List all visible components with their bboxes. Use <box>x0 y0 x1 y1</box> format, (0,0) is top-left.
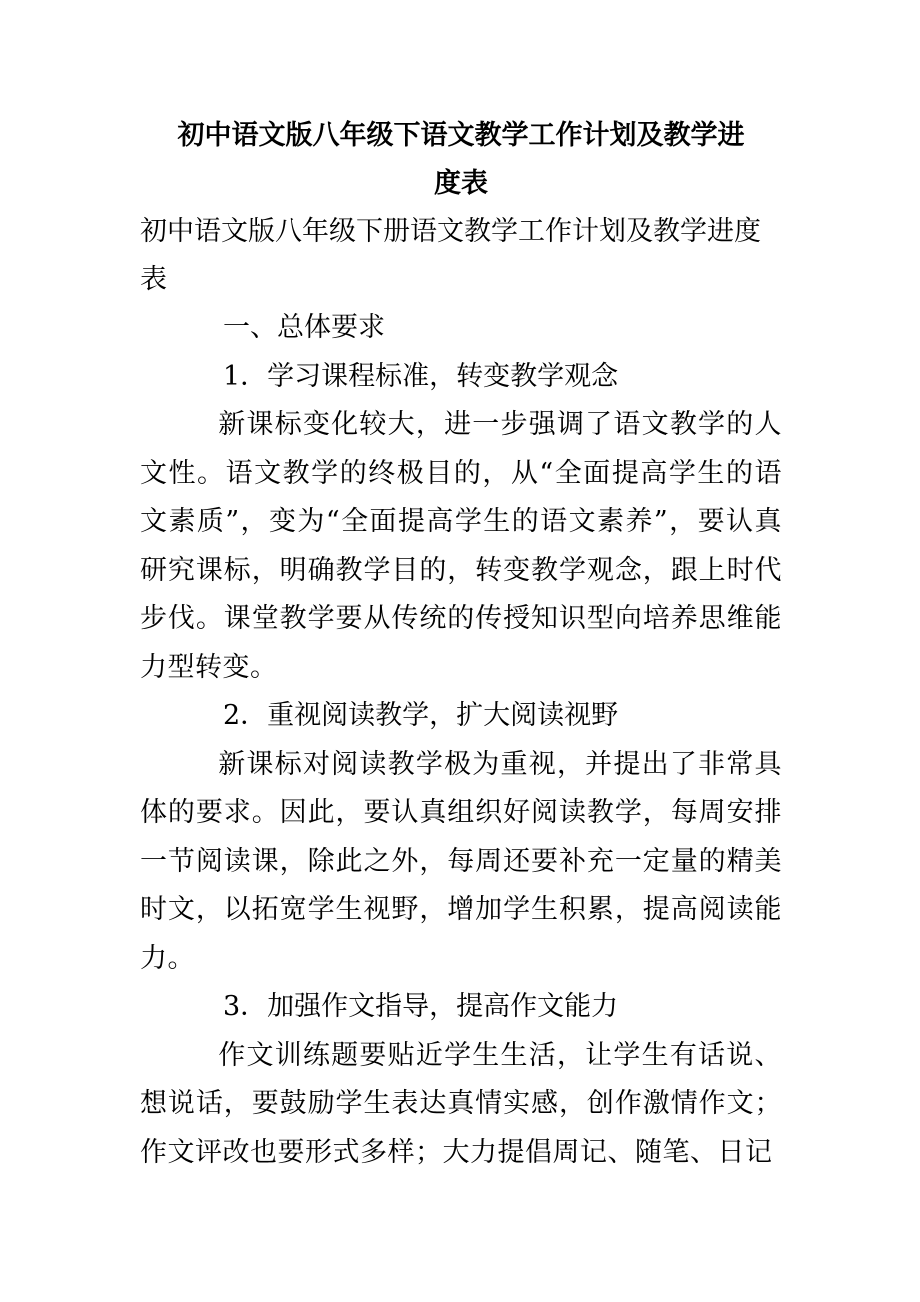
document-title-line1: 初中语文版八年级下语文教学工作计划及教学进 <box>177 120 745 151</box>
item-body-1: 新课标变化较大，进一步强调了语文教学的人文性。语文教学的终极目的，从“全面提高学生的语文素质”，变为“全面提高学生的语文素养”，要认真研究课标，明确教学目的，转变教学观念，跟上时代步伐。课堂教学要从传统的传授知识型向培养思维能力型转变。 <box>140 409 782 683</box>
item-heading-3: 3．加强作文指导，提高作文能力 <box>223 991 619 1022</box>
document-title <box>140 112 782 208</box>
item-heading-2: 2．重视阅读教学，扩大阅读视野 <box>223 700 619 731</box>
document-title-line2: 度表 <box>434 168 488 199</box>
item-body-3: 作文训练题要贴近学生生活，让学生有话说、想说话，要鼓励学生表达真情实感，创作激情作文；作文评改也要形式多样；大力提倡周记、随笔、日记 <box>140 1039 782 1168</box>
item-body-2: 新课标对阅读教学极为重视，并提出了非常具体的要求。因此，要认真组织好阅读教学，每周安排一节阅读课，除此之外，每周还要补充一定量的精美时文，以拓宽学生视野，增加学生积累，提高阅读能力。 <box>140 748 782 974</box>
document-page <box>140 112 782 1177</box>
item-heading-1: 1．学习课程标准，转变教学观念 <box>223 360 619 392</box>
section-heading-general: 一、总体要求 <box>223 312 385 343</box>
document-subtitle: 初中语文版八年级下册语文教学工作计划及教学进度表 <box>140 216 761 295</box>
